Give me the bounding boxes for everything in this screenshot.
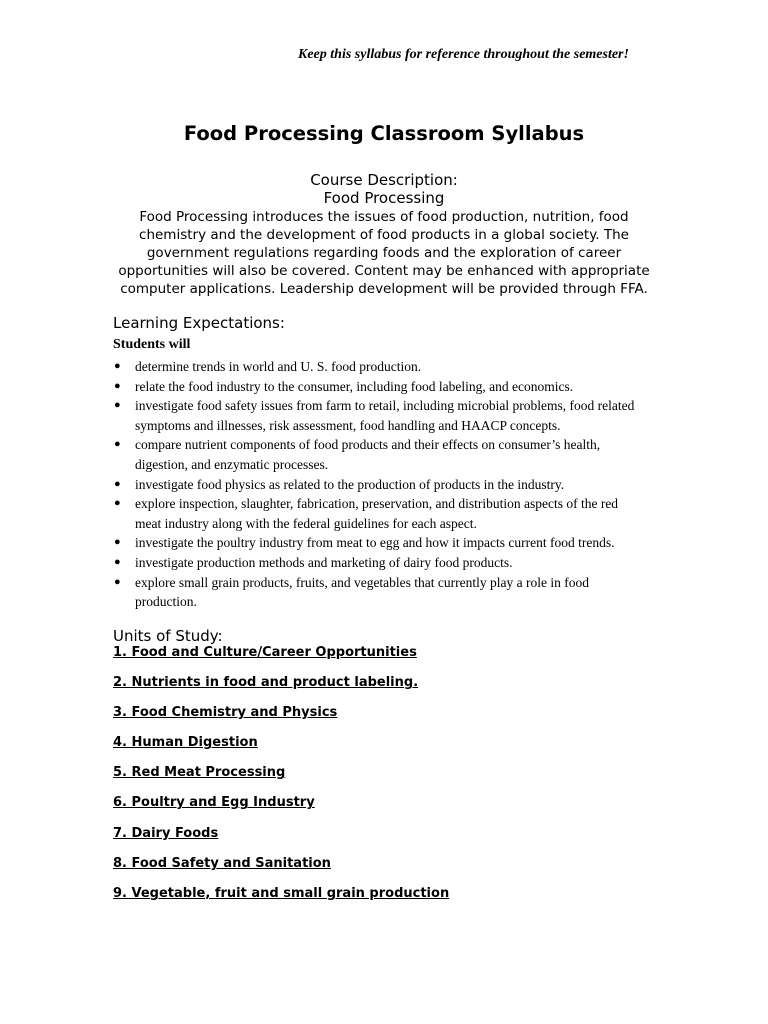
- unit-title: 2. Nutrients in food and product labeling.: [113, 675, 419, 691]
- expectation-text: investigate food physics as related to the production of products in the industry.: [135, 476, 565, 492]
- unit-title: 5. Red Meat Processing: [113, 765, 286, 781]
- list-item: [113, 377, 673, 397]
- expectation-text: relate the food industry to the consumer, including food labeling, and economics.: [135, 378, 574, 394]
- list-item: [113, 675, 633, 705]
- course-description-line: government regulations regarding foods and the exploration of career: [146, 245, 622, 261]
- list-item: [113, 795, 633, 825]
- list-item: [113, 396, 673, 435]
- list-item: [113, 765, 633, 795]
- course-description-line: Food Processing introduces the issues of food production, nutrition, food: [139, 209, 629, 225]
- expectation-text: symptoms and illnesses, risk assessment, food handling and HAACP concepts.: [135, 417, 561, 433]
- bullet-icon: ●: [114, 477, 121, 490]
- unit-title: 1. Food and Culture/Career Opportunities: [113, 645, 417, 660]
- course-description-line: computer applications. Leadership development will be provided through FFA.: [120, 281, 648, 297]
- unit-title: 3. Food Chemistry and Physics: [113, 705, 338, 721]
- expectation-text: investigate production methods and marketing of dairy food products.: [135, 554, 513, 570]
- course-description-line: opportunities will also be covered. Content may be enhanced with appropriate: [118, 263, 650, 279]
- bullet-icon: ●: [114, 379, 121, 392]
- learning-expectations-heading: Learning Expectations:: [113, 314, 285, 332]
- expectation-text: compare nutrient components of food products and their effects on consumer’s health,: [135, 437, 601, 453]
- bullet-icon: ●: [114, 555, 121, 568]
- bullet-icon: ●: [114, 438, 121, 451]
- expectation-text: explore inspection, slaughter, fabrication, preservation, and distribution aspects of the red: [135, 496, 619, 512]
- unit-title: 7. Dairy Foods: [113, 825, 219, 841]
- course-name: Food Processing: [323, 189, 445, 207]
- course-description-heading: Course Description:: [310, 171, 458, 189]
- course-description: [104, 171, 664, 298]
- list-item: [113, 886, 633, 916]
- expectation-text: digestion, and enzymatic processes.: [135, 456, 329, 472]
- page-title: Food Processing Classroom Syllabus: [183, 122, 585, 145]
- bullet-icon: ●: [114, 536, 121, 549]
- list-item: [113, 357, 673, 377]
- students-will-label: Students will: [113, 337, 191, 352]
- unit-title: 9. Vegetable, fruit and small grain production: [113, 885, 450, 901]
- expectation-text: explore small grain products, fruits, and vegetables that currently play a role in food: [135, 574, 589, 590]
- expectation-text: meat industry along with the federal guidelines for each aspect.: [135, 515, 477, 531]
- course-description-line: chemistry and the development of food products in a global society. The: [139, 227, 629, 243]
- units-of-study-heading: Units of Study:: [113, 627, 223, 645]
- expectation-text: investigate the poultry industry from meat to egg and how it impacts current food trends.: [135, 535, 615, 551]
- list-item: [113, 573, 673, 612]
- units-of-study-list: [113, 645, 633, 916]
- header-note: Keep this syllabus for reference throughout the semester!: [298, 47, 629, 62]
- list-item: [113, 826, 633, 856]
- list-item: [113, 705, 633, 735]
- list-item: [113, 735, 633, 765]
- bullet-icon: ●: [114, 497, 121, 510]
- learning-expectations-list: [113, 357, 673, 612]
- unit-title: 6. Poultry and Egg Industry: [113, 795, 315, 811]
- list-item: [113, 553, 673, 573]
- unit-title: 8. Food Safety and Sanitation: [113, 855, 331, 871]
- bullet-icon: ●: [114, 399, 121, 412]
- expectation-text: production.: [135, 594, 197, 610]
- bullet-icon: ●: [114, 360, 121, 372]
- expectation-text: determine trends in world and U. S. food production.: [135, 359, 422, 374]
- list-item: [113, 494, 673, 533]
- list-item: [113, 856, 633, 886]
- list-item: [113, 475, 673, 495]
- unit-title: 4. Human Digestion: [113, 735, 258, 751]
- bullet-icon: ●: [114, 575, 121, 588]
- expectation-text: investigate food safety issues from farm to retail, including microbial problems, food related: [135, 398, 635, 414]
- list-item: [113, 435, 673, 474]
- list-item: [113, 533, 673, 553]
- list-item: [113, 645, 633, 675]
